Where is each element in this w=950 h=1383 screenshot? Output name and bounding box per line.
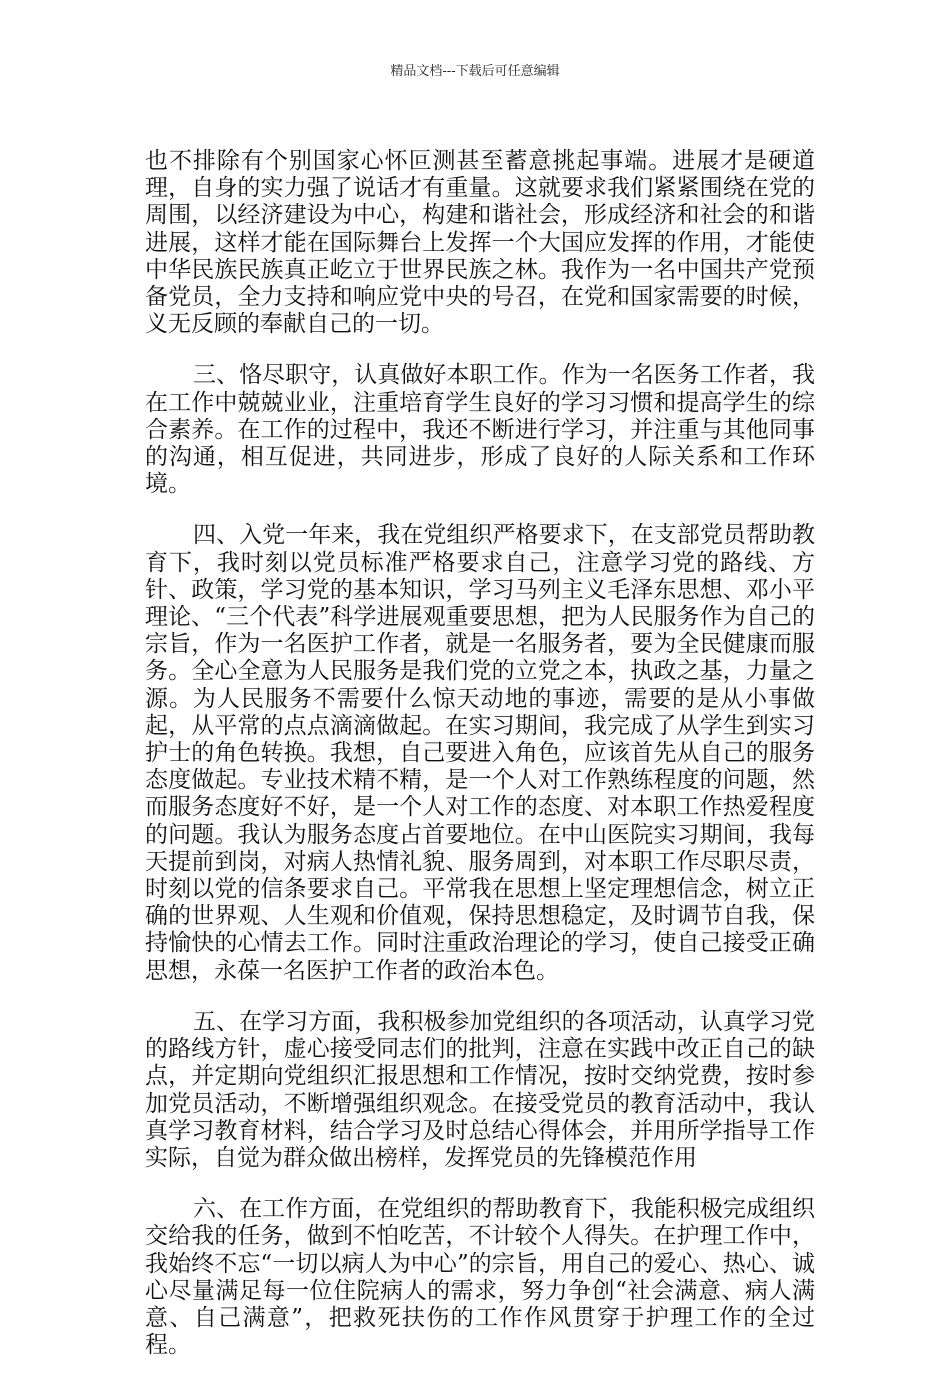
paragraph-section-5: 五、在学习方面，我积极参加党组织的各项活动，认真学习党的路线方针，虚心接受同志们的批判，注意在实践中改正自己的缺点，并定期向党组织汇报思想和工作情况，按时交纳党费，按时参加党员活动，不断增强组织观念。在接受党员的教育活动中，我认真学习教育材料，结合学习及时总结心得体会，并用所学指导工作实际，自觉为群众做出榜样，发挥党员的先锋模范作用 [145, 1008, 815, 1171]
paragraph-section-3: 三、恪尽职守，认真做好本职工作。作为一名医务工作者，我在工作中兢兢业业，注重培育学生良好的学习习惯和提高学生的综合素养。在工作的过程中，我还不断进行学习，并注重与其他同事的沟通，相互促进，共同进步，形成了良好的人际关系和工作环境。 [145, 362, 815, 498]
document-body [145, 148, 815, 1383]
paragraph-section-6: 六、在工作方面，在党组织的帮助教育下，我能积极完成组织交给我的任务，做到不怕吃苦，不计较个人得失。在护理工作中，我始终不忘“一切以病人为中心”的宗旨，用自己的爱心、热心、诚心尽量满足每一位住院病人的需求，努力争创“社会满意、病人满意、自己满意”，把救死扶伤的工作作风贯穿于护理工作的全过程。 [145, 1196, 815, 1359]
paragraph-continuation: 也不排除有个别国家心怀叵测甚至蓄意挑起事端。进展才是硬道理，自身的实力强了说话才有重量。这就要求我们紧紧围绕在党的周围，以经济建设为中心，构建和谐社会，形成经济和社会的和谐进展，这样才能在国际舞台上发挥一个大国应发挥的作用，才能使中华民族民族真正屹立于世界民族之林。我作为一名中国共产党预备党员，全力支持和响应党中央的号召，在党和国家需要的时候，义无反顾的奉献自己的一切。 [145, 148, 815, 338]
page-header: 精品文档---下载后可任意编辑 [390, 64, 560, 79]
paragraph-section-4: 四、入党一年来，我在党组织严格要求下，在支部党员帮助教育下，我时刻以党员标准严格要求自己，注意学习党的路线、方针、政策，学习党的基本知识，学习马列主义毛泽东思想、邓小平理论、“三个代表”科学进展观重要思想，把为人民服务作为自己的宗旨，作为一名医护工作者，就是一名服务者，要为全民健康而服务。全心全意为人民服务是我们党的立党之本，执政之基，力量之源。为人民服务不需要什么惊天动地的事迹，需要的是从小事做起，从平常的点点滴滴做起。在实习期间，我完成了从学生到实习护士的角色转换。我想，自己要进入角色，应该首先从自己的服务态度做起。专业技术精不精，是一个人对工作熟练程度的问题，然而服务态度好不好，是一个人对工作的态度、对本职工作热爱程度的问题。我认为服务态度占首要地位。在中山医院实习期间，我每天提前到岗，对病人热情礼貌、服务周到，对本职工作尽职尽责，时刻以党的信条要求自己。平常我在思想上坚定理想信念，树立正确的世界观、人生观和价值观，保持思想稳定，及时调节自我，保持愉快的心情去工作。同时注重政治理论的学习，使自己接受正确思想，永葆一名医护工作者的政治本色。 [145, 522, 815, 984]
